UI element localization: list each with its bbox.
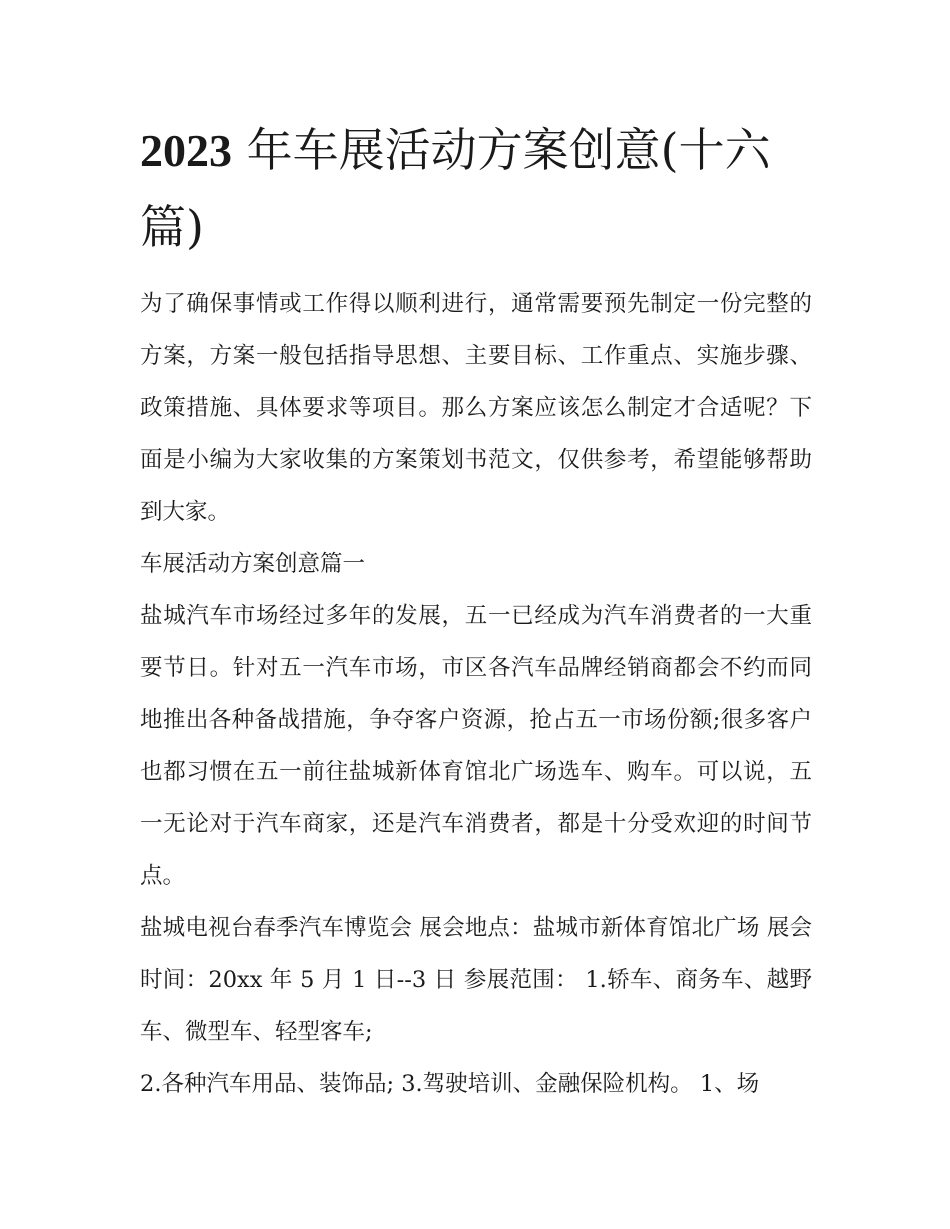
section-heading: 车展活动方案创意篇一 [140,551,366,577]
body-paragraph: 2.各种汽车用品、装饰品; 3.驾驶培训、金融保险机构。 1、场 [140,1071,760,1097]
document-title [140,112,812,266]
title-text: 年车展活动方案创意(十六篇) [140,123,771,254]
body-paragraph: 盐城汽车市场经过多年的发展，五一已经成为汽车消费者的一大重要节日。针对五一汽车市场，市区各汽车品牌经销商都会不约而同地推出各种备战措施，争夺客户资源，抢占五一市场份额;很多客户也都习惯在五一前往盐城新体育馆北广场选车、购车。可以说，五一无论对于汽车商家，还是汽车消费者，都是十分受欢迎的时间节点。 [140,603,812,889]
body-paragraph: 盐城电视台春季汽车博览会 展会地点：盐城市新体育馆北广场 展会时间：20xx 年 5 月 1 日--3 日 参展范围： 1.轿车、商务车、越野车、微型车、轻型客车; [140,915,812,1045]
document-page [140,112,812,1110]
title-number: 2023 [140,125,232,176]
intro-paragraph: 为了确保事情或工作得以顺利进行，通常需要预先制定一份完整的方案，方案一般包括指导思想、主要目标、工作重点、实施步骤、政策措施、具体要求等项目。那么方案应该怎么制定才合适呢？下面是小编为大家收集的方案策划书范文，仅供参考，希望能够帮助到大家。 [140,291,812,525]
